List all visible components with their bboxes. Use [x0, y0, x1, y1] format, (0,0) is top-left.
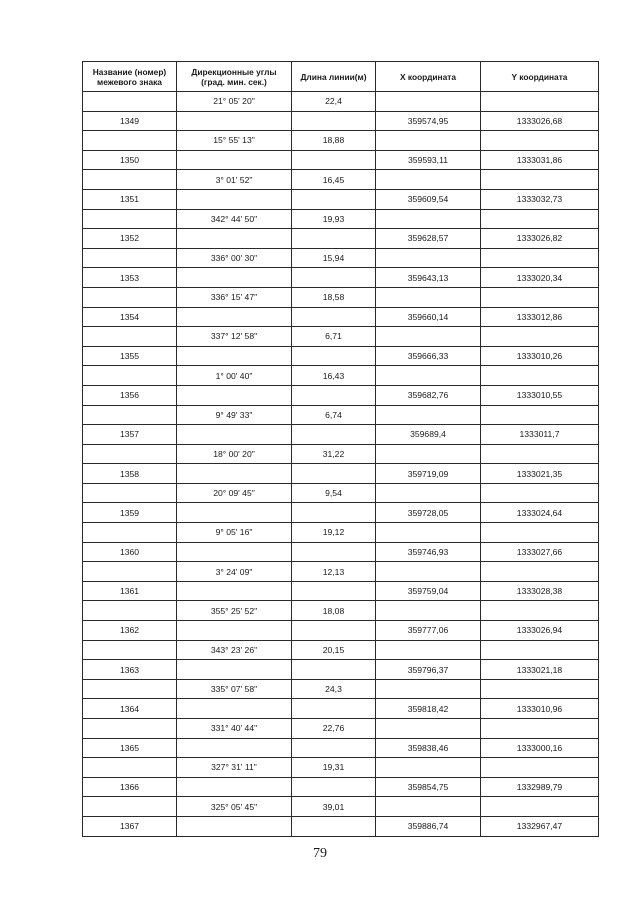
table-row — [83, 268, 599, 288]
table-row — [83, 719, 599, 739]
table-row — [83, 287, 599, 307]
cell-line-length — [292, 307, 376, 327]
cell-mark-name: 1363 — [83, 660, 177, 680]
cell-mark-name: 1351 — [83, 189, 177, 209]
cell-mark-name: 1357 — [83, 425, 177, 445]
cell-line-length: 6,74 — [292, 405, 376, 425]
cell-line-length: 19,31 — [292, 758, 376, 778]
cell-mark-name: 1356 — [83, 385, 177, 405]
cell-line-length — [292, 738, 376, 758]
cell-mark-name — [83, 209, 177, 229]
header-y-coordinate: Y координата — [481, 62, 599, 92]
cell-mark-name: 1358 — [83, 464, 177, 484]
cell-mark-name — [83, 562, 177, 582]
cell-x-coordinate: 359759,04 — [376, 581, 481, 601]
table-row — [83, 562, 599, 582]
table-row — [83, 777, 599, 797]
cell-y-coordinate: 1333026,68 — [481, 111, 599, 131]
cell-y-coordinate: 1333010,26 — [481, 346, 599, 366]
cell-direction-angle — [177, 581, 292, 601]
table-row — [83, 209, 599, 229]
cell-y-coordinate — [481, 209, 599, 229]
table-row — [83, 483, 599, 503]
cell-mark-name: 1354 — [83, 307, 177, 327]
cell-line-length — [292, 268, 376, 288]
cell-mark-name: 1360 — [83, 542, 177, 562]
cell-y-coordinate — [481, 719, 599, 739]
cell-direction-angle — [177, 503, 292, 523]
cell-y-coordinate: 1333010,96 — [481, 699, 599, 719]
table-row — [83, 679, 599, 699]
cell-x-coordinate — [376, 92, 481, 112]
table-row — [83, 738, 599, 758]
cell-x-coordinate: 359609,54 — [376, 189, 481, 209]
cell-mark-name — [83, 523, 177, 543]
cell-line-length: 22,76 — [292, 719, 376, 739]
cell-direction-angle: 337° 12' 58" — [177, 327, 292, 347]
cell-direction-angle: 342° 44' 50" — [177, 209, 292, 229]
table-row — [83, 503, 599, 523]
cell-y-coordinate — [481, 640, 599, 660]
cell-x-coordinate: 359593,11 — [376, 150, 481, 170]
cell-y-coordinate — [481, 562, 599, 582]
cell-mark-name — [83, 366, 177, 386]
table-row — [83, 229, 599, 249]
table-row — [83, 660, 599, 680]
cell-direction-angle — [177, 385, 292, 405]
cell-x-coordinate: 359728,05 — [376, 503, 481, 523]
table-row — [83, 366, 599, 386]
cell-y-coordinate: 1333027,66 — [481, 542, 599, 562]
cell-x-coordinate — [376, 562, 481, 582]
cell-x-coordinate: 359796,37 — [376, 660, 481, 680]
cell-y-coordinate: 1333032,73 — [481, 189, 599, 209]
cell-y-coordinate — [481, 248, 599, 268]
survey-coordinates-table — [82, 61, 599, 837]
cell-direction-angle: 343° 23' 26" — [177, 640, 292, 660]
cell-x-coordinate — [376, 523, 481, 543]
table-row — [83, 816, 599, 836]
cell-mark-name — [83, 327, 177, 347]
cell-direction-angle — [177, 738, 292, 758]
header-line-length: Длина линии(м) — [292, 62, 376, 92]
cell-x-coordinate — [376, 797, 481, 817]
cell-direction-angle — [177, 542, 292, 562]
table-row — [83, 797, 599, 817]
cell-x-coordinate — [376, 444, 481, 464]
cell-direction-angle: 15° 55' 13" — [177, 131, 292, 151]
table-row — [83, 189, 599, 209]
cell-y-coordinate: 1333000,16 — [481, 738, 599, 758]
header-mark-name — [83, 62, 177, 92]
header-mark-name-line1: Название (номер) — [92, 66, 167, 77]
cell-line-length — [292, 542, 376, 562]
cell-mark-name: 1365 — [83, 738, 177, 758]
cell-line-length: 19,93 — [292, 209, 376, 229]
cell-direction-angle: 1° 00' 40" — [177, 366, 292, 386]
cell-x-coordinate: 359746,93 — [376, 542, 481, 562]
cell-x-coordinate: 359689,4 — [376, 425, 481, 445]
cell-y-coordinate: 1333011,7 — [481, 425, 599, 445]
cell-mark-name: 1361 — [83, 581, 177, 601]
cell-y-coordinate — [481, 758, 599, 778]
table-row — [83, 444, 599, 464]
table-row — [83, 542, 599, 562]
cell-line-length: 18,88 — [292, 131, 376, 151]
cell-y-coordinate: 1333024,64 — [481, 503, 599, 523]
cell-mark-name — [83, 92, 177, 112]
table-header-row — [83, 62, 599, 92]
cell-y-coordinate: 1333031,86 — [481, 150, 599, 170]
cell-mark-name — [83, 483, 177, 503]
table-row — [83, 405, 599, 425]
cell-line-length — [292, 425, 376, 445]
cell-y-coordinate: 1333028,38 — [481, 581, 599, 601]
table-row — [83, 640, 599, 660]
cell-direction-angle: 9° 49' 33" — [177, 405, 292, 425]
cell-direction-angle — [177, 699, 292, 719]
cell-x-coordinate — [376, 640, 481, 660]
table-row — [83, 248, 599, 268]
cell-x-coordinate: 359854,75 — [376, 777, 481, 797]
page-number: 79 — [313, 846, 327, 861]
cell-y-coordinate — [481, 405, 599, 425]
cell-x-coordinate — [376, 679, 481, 699]
table-row — [83, 699, 599, 719]
cell-y-coordinate: 1333026,82 — [481, 229, 599, 249]
cell-mark-name: 1353 — [83, 268, 177, 288]
cell-mark-name: 1366 — [83, 777, 177, 797]
table-row — [83, 327, 599, 347]
cell-y-coordinate — [481, 327, 599, 347]
cell-mark-name: 1364 — [83, 699, 177, 719]
cell-x-coordinate: 359838,46 — [376, 738, 481, 758]
cell-y-coordinate — [481, 92, 599, 112]
cell-line-length — [292, 699, 376, 719]
cell-direction-angle — [177, 346, 292, 366]
cell-y-coordinate — [481, 366, 599, 386]
header-x-coordinate: X координата — [376, 62, 481, 92]
cell-x-coordinate — [376, 366, 481, 386]
cell-x-coordinate: 359660,14 — [376, 307, 481, 327]
table-row — [83, 170, 599, 190]
cell-line-length — [292, 464, 376, 484]
cell-line-length — [292, 189, 376, 209]
cell-direction-angle — [177, 464, 292, 484]
cell-x-coordinate: 359886,74 — [376, 816, 481, 836]
cell-line-length — [292, 816, 376, 836]
table-row — [83, 385, 599, 405]
cell-direction-angle: 336° 15' 47" — [177, 287, 292, 307]
cell-mark-name: 1367 — [83, 816, 177, 836]
cell-x-coordinate — [376, 131, 481, 151]
cell-direction-angle — [177, 816, 292, 836]
cell-line-length: 31,22 — [292, 444, 376, 464]
cell-y-coordinate: 1332989,79 — [481, 777, 599, 797]
header-direction-angle — [177, 62, 292, 92]
cell-direction-angle: 336° 00' 30" — [177, 248, 292, 268]
cell-x-coordinate — [376, 248, 481, 268]
cell-line-length — [292, 503, 376, 523]
cell-mark-name — [83, 601, 177, 621]
cell-line-length: 12,13 — [292, 562, 376, 582]
cell-direction-angle: 331° 40' 44" — [177, 719, 292, 739]
cell-x-coordinate — [376, 601, 481, 621]
cell-mark-name: 1355 — [83, 346, 177, 366]
cell-x-coordinate: 359628,57 — [376, 229, 481, 249]
cell-line-length: 16,45 — [292, 170, 376, 190]
cell-y-coordinate — [481, 797, 599, 817]
cell-direction-angle: 21° 05' 20" — [177, 92, 292, 112]
cell-x-coordinate: 359682,76 — [376, 385, 481, 405]
cell-direction-angle: 9° 05' 16" — [177, 523, 292, 543]
cell-line-length: 20,15 — [292, 640, 376, 660]
cell-mark-name — [83, 287, 177, 307]
cell-line-length: 6,71 — [292, 327, 376, 347]
header-direction-angle-line1: Дирекционные углы — [191, 66, 277, 77]
cell-direction-angle: 3° 01' 52" — [177, 170, 292, 190]
cell-mark-name — [83, 679, 177, 699]
cell-x-coordinate: 359643,13 — [376, 268, 481, 288]
cell-line-length — [292, 229, 376, 249]
cell-x-coordinate — [376, 209, 481, 229]
cell-direction-angle: 355° 25' 52" — [177, 601, 292, 621]
cell-direction-angle — [177, 229, 292, 249]
cell-line-length: 39,01 — [292, 797, 376, 817]
cell-line-length: 19,12 — [292, 523, 376, 543]
cell-direction-angle — [177, 621, 292, 641]
cell-x-coordinate — [376, 483, 481, 503]
cell-direction-angle: 20° 09' 45" — [177, 483, 292, 503]
cell-y-coordinate: 1333012,86 — [481, 307, 599, 327]
cell-y-coordinate: 1333021,35 — [481, 464, 599, 484]
cell-line-length: 24,3 — [292, 679, 376, 699]
table-row — [83, 307, 599, 327]
table-row — [83, 150, 599, 170]
cell-direction-angle — [177, 111, 292, 131]
cell-x-coordinate — [376, 719, 481, 739]
cell-direction-angle — [177, 268, 292, 288]
cell-x-coordinate: 359719,09 — [376, 464, 481, 484]
cell-mark-name — [83, 131, 177, 151]
cell-line-length — [292, 346, 376, 366]
cell-line-length — [292, 385, 376, 405]
cell-y-coordinate: 1333021,18 — [481, 660, 599, 680]
table-row — [83, 425, 599, 445]
cell-direction-angle — [177, 425, 292, 445]
cell-mark-name — [83, 444, 177, 464]
cell-direction-angle: 18° 00' 20" — [177, 444, 292, 464]
cell-direction-angle — [177, 307, 292, 327]
cell-mark-name: 1350 — [83, 150, 177, 170]
cell-x-coordinate — [376, 327, 481, 347]
cell-y-coordinate: 1333010,55 — [481, 385, 599, 405]
cell-line-length: 22,4 — [292, 92, 376, 112]
cell-y-coordinate: 1333020,34 — [481, 268, 599, 288]
cell-x-coordinate — [376, 405, 481, 425]
cell-direction-angle: 3° 24' 09" — [177, 562, 292, 582]
cell-y-coordinate — [481, 523, 599, 543]
cell-x-coordinate: 359666,33 — [376, 346, 481, 366]
cell-direction-angle: 335° 07' 58" — [177, 679, 292, 699]
cell-x-coordinate: 359818,42 — [376, 699, 481, 719]
table-row — [83, 464, 599, 484]
cell-line-length: 15,94 — [292, 248, 376, 268]
cell-line-length: 18,08 — [292, 601, 376, 621]
cell-line-length: 16,43 — [292, 366, 376, 386]
cell-mark-name — [83, 405, 177, 425]
cell-x-coordinate — [376, 758, 481, 778]
cell-direction-angle: 327° 31' 11" — [177, 758, 292, 778]
cell-direction-angle: 325° 05' 45" — [177, 797, 292, 817]
cell-mark-name — [83, 797, 177, 817]
table-row — [83, 581, 599, 601]
cell-line-length — [292, 581, 376, 601]
cell-y-coordinate — [481, 131, 599, 151]
cell-y-coordinate: 1332967,47 — [481, 816, 599, 836]
table-row — [83, 131, 599, 151]
cell-line-length — [292, 621, 376, 641]
cell-y-coordinate — [481, 444, 599, 464]
cell-mark-name — [83, 248, 177, 268]
cell-direction-angle — [177, 150, 292, 170]
cell-mark-name: 1352 — [83, 229, 177, 249]
table-row — [83, 601, 599, 621]
cell-mark-name: 1362 — [83, 621, 177, 641]
cell-line-length — [292, 777, 376, 797]
table-row — [83, 111, 599, 131]
cell-x-coordinate — [376, 287, 481, 307]
cell-y-coordinate — [481, 287, 599, 307]
cell-direction-angle — [177, 777, 292, 797]
cell-mark-name — [83, 758, 177, 778]
cell-y-coordinate — [481, 679, 599, 699]
table-row — [83, 346, 599, 366]
cell-line-length — [292, 660, 376, 680]
cell-line-length — [292, 150, 376, 170]
cell-y-coordinate: 1333026,94 — [481, 621, 599, 641]
cell-x-coordinate: 359574,95 — [376, 111, 481, 131]
cell-mark-name: 1349 — [83, 111, 177, 131]
cell-direction-angle — [177, 189, 292, 209]
header-direction-angle-line2: (град. мин. сек.) — [201, 76, 267, 87]
cell-y-coordinate — [481, 601, 599, 621]
header-mark-name-line2: межевого знака — [97, 76, 162, 87]
cell-line-length: 18,58 — [292, 287, 376, 307]
cell-x-coordinate: 359777,06 — [376, 621, 481, 641]
cell-mark-name — [83, 640, 177, 660]
cell-y-coordinate — [481, 483, 599, 503]
cell-y-coordinate — [481, 170, 599, 190]
table-body — [83, 92, 599, 837]
cell-line-length — [292, 111, 376, 131]
table-row — [83, 92, 599, 112]
table-row — [83, 621, 599, 641]
cell-line-length: 9,54 — [292, 483, 376, 503]
cell-mark-name — [83, 170, 177, 190]
cell-x-coordinate — [376, 170, 481, 190]
cell-direction-angle — [177, 660, 292, 680]
cell-mark-name: 1359 — [83, 503, 177, 523]
table-row — [83, 758, 599, 778]
table-row — [83, 523, 599, 543]
cell-mark-name — [83, 719, 177, 739]
